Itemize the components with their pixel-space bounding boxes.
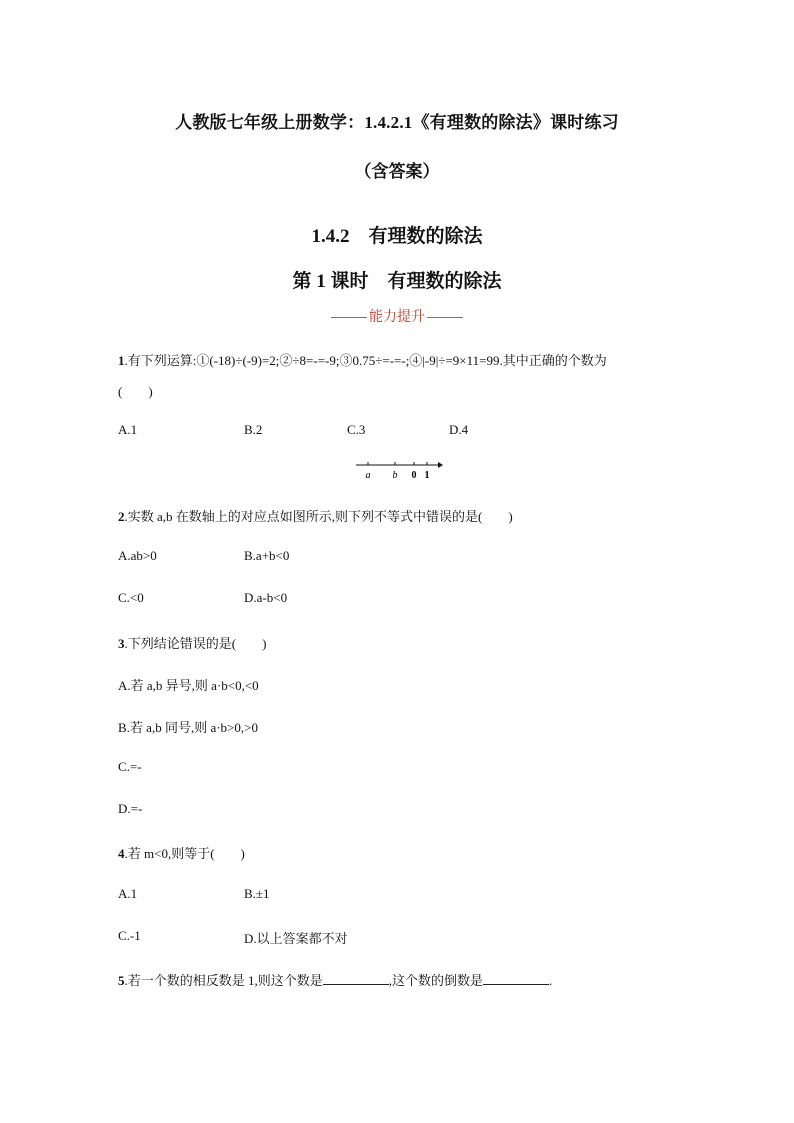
question-stem: .实数 a,b 在数轴上的对应点如图所示,则下列不等式中错误的是( ): [124, 509, 513, 524]
question-stem: .若 m<0,则等于( ): [124, 846, 245, 861]
question-stem-part-2: ,这个数的倒数是: [388, 973, 484, 988]
band-rule-right: [427, 317, 463, 318]
answer-blank-2[interactable]: [483, 972, 549, 985]
question-number: 3: [118, 636, 125, 651]
option-a: A.1: [118, 886, 138, 901]
option-a: A.1: [118, 422, 138, 437]
label-0: 0: [411, 470, 417, 480]
question-2: [118, 506, 513, 525]
question-number: 2: [118, 509, 125, 524]
option-c: C.-1: [118, 928, 141, 943]
question-stem: .下列结论错误的是( ): [124, 636, 267, 651]
option-d: D.4: [449, 422, 469, 437]
document-subtitle: （含答案）: [354, 162, 440, 181]
question-number: 5: [118, 973, 125, 988]
option-b: B.2: [244, 422, 263, 437]
question-5: [118, 970, 552, 989]
question-stem-part-1: .若一个数的相反数是 1,则这个数是: [124, 973, 323, 988]
label-1: 1: [424, 470, 430, 480]
document-title: 人教版七年级上册数学：1.4.2.1《有理数的除法》课时练习: [175, 113, 619, 132]
option-d: D.a-b<0: [244, 590, 288, 605]
number-line-arrow-icon: [438, 462, 443, 468]
number-line-figure: [352, 458, 444, 480]
question-1-bracket: ( ): [118, 384, 153, 399]
option-b: B.若 a,b 同号,则 a·b>0,>0: [118, 720, 258, 735]
option-a: A.若 a,b 异号,则 a·b<0,<0: [118, 678, 259, 693]
question-3: [118, 633, 266, 652]
question-4: [118, 843, 245, 862]
ability-band: [0, 306, 794, 326]
band-label: 能力提升: [369, 309, 425, 325]
band-rule-left: [331, 317, 367, 318]
option-a: A.ab>0: [118, 548, 157, 563]
option-b: B.±1: [244, 886, 270, 901]
question-stem: .有下列运算:①(-18)÷(-9)=2;②÷8=-=-9;③0.75÷=-=-;④|-9|÷=9×11=99.其中正确的个数为: [124, 353, 607, 368]
answer-blank-1[interactable]: [323, 972, 389, 985]
question-number: 1: [118, 353, 125, 368]
option-c: C.3: [347, 422, 366, 437]
question-stem-end: .: [549, 973, 553, 988]
option-c: C.<0: [118, 590, 144, 605]
label-a: a: [365, 470, 371, 480]
label-b: b: [392, 470, 398, 480]
option-d: D.=-: [118, 801, 143, 816]
lesson-heading: 第 1 课时 有理数的除法: [292, 271, 502, 292]
option-b: B.a+b<0: [244, 548, 290, 563]
option-d: D.以上答案都不对: [244, 931, 348, 946]
question-number: 4: [118, 846, 125, 861]
option-c: C.=-: [118, 759, 142, 774]
section-heading: 1.4.2 有理数的除法: [311, 226, 483, 247]
question-1: [118, 350, 607, 369]
